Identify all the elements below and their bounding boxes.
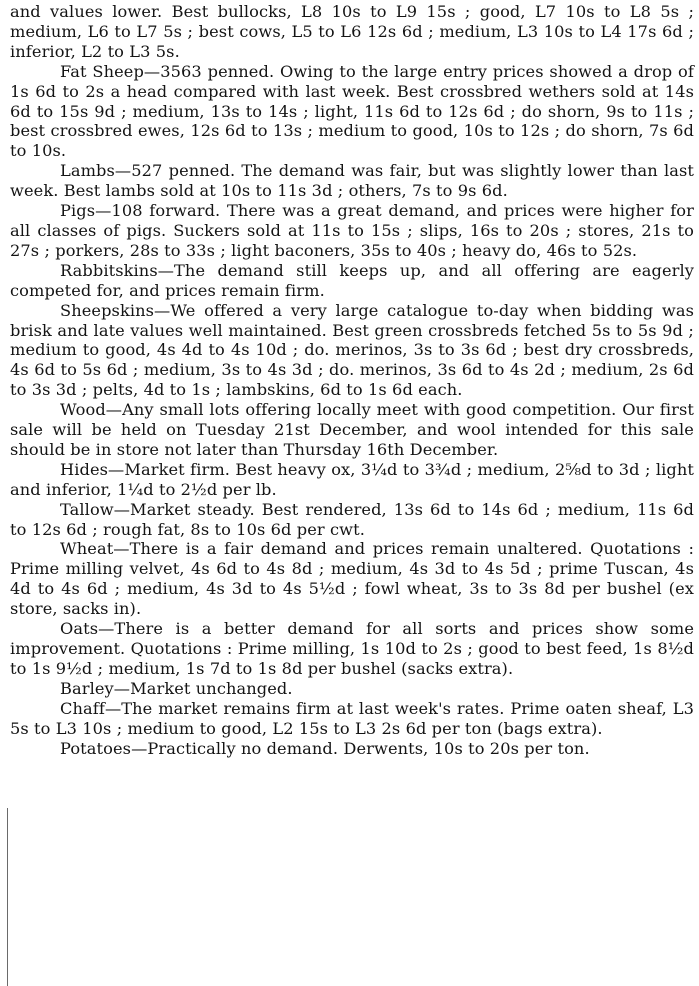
- paragraph-wool: Wood—Any small lots offering locally meet with good competition. Our first sale will be held on Tuesday 21st December, and wool intended for this sale should be in store not later than Thursday 16th December.: [10, 400, 694, 459]
- paragraph-sheepskins: Sheepskins—We offered a very large catalogue to-day when bidding was brisk and late values well maintained. Best green crossbreds fetched 5s to 5s 9d ; medium to good, 4s 4d to 4s 10d ; do. merinos, 3s to 3s 6d ; best dry crossbreds, 4s 6d to 5s 6d ; medium, 3s to 4s 3d ; do. merinos, 3s 6d to 4s 2d ; medium, 2s 6d to 3s 3d ; pelts, 4d to 1s ; lambskins, 6d to 1s 6d each.: [10, 300, 694, 400]
- paragraph-rabbitskins: Rabbitskins—The demand still keeps up, and all offering are eagerly competed for, and prices remain firm.: [10, 260, 694, 300]
- paragraph-fat-sheep: Fat Sheep—3563 penned. Owing to the large entry prices showed a drop of 1s 6d to 2s a head compared with last week. Best crossbred wethers sold at 14s 6d to 15s 9d ; medium, 13s to 14s ; light, 11s 6d to 12s 6d ; do shorn, 9s to 11s ; best crossbred ewes, 12s 6d to 13s ; medium to good, 10s to 12s ; do shorn, 7s 6d to 10s.: [10, 61, 694, 161]
- paragraph-tallow: Tallow—Market steady. Best rendered, 13s 6d to 14s 6d ; medium, 11s 6d to 12s 6d ; rough fat, 8s to 10s 6d per cwt.: [10, 499, 694, 539]
- paragraph-barley: Barley—Market unchanged.: [60, 678, 293, 698]
- paragraph-wheat: Wheat—There is a fair demand and prices remain unaltered. Quotations : Prime milling velvet, 4s 6d to 4s 8d ; medium, 4s 3d to 4s 5d ; prime Tuscan, 4s 4d to 4s 6d ; medium, 4s 3d to 4s 5½d ; fowl wheat, 3s to 3s 8d per bushel (ex store, sacks in).: [10, 539, 694, 619]
- paragraph-chaff: Chaff—The market remains firm at last week's rates. Prime oaten sheaf, L3 5s to L3 10s ; medium to good, L2 15s to L3 2s 6d per ton (bags extra).: [10, 698, 694, 738]
- paragraph-potatoes: Potatoes—Practically no demand. Derwents, 10s to 20s per ton.: [60, 738, 590, 758]
- paragraph-cattle-continued: and values lower. Best bullocks, L8 10s to L9 15s ; good, L7 10s to L8 5s ; medium, L6 to L7 5s ; best cows, L5 to L6 12s 6d ; medium, L3 10s to L4 17s 6d ; inferior, L2 to L3 5s.: [10, 2, 694, 61]
- paragraph-lambs: Lambs—527 penned. The demand was fair, but was slightly lower than last week. Best lambs sold at 10s to 11s 3d ; others, 7s to 9s 6d.: [10, 161, 694, 201]
- column-rule: [7, 808, 8, 986]
- market-report-column: [10, 2, 694, 758]
- paragraph-hides: Hides—Market firm. Best heavy ox, 3¼d to 3¾d ; medium, 2⅝d to 3d ; light and inferior, 1¼d to 2½d per lb.: [10, 459, 694, 499]
- paragraph-pigs: Pigs—108 forward. There was a great demand, and prices were higher for all classes of pigs. Suckers sold at 11s to 15s ; slips, 16s to 20s ; stores, 21s to 27s ; porkers, 28s to 33s ; light baconers, 35s to 40s ; heavy do, 46s to 52s.: [10, 201, 694, 260]
- paragraph-oats: Oats—There is a better demand for all sorts and prices show some improvement. Quotations : Prime milling, 1s 10d to 2s ; good to best feed, 1s 8½d to 1s 9½d ; medium, 1s 7d to 1s 8d per bushel (sacks extra).: [10, 619, 694, 678]
